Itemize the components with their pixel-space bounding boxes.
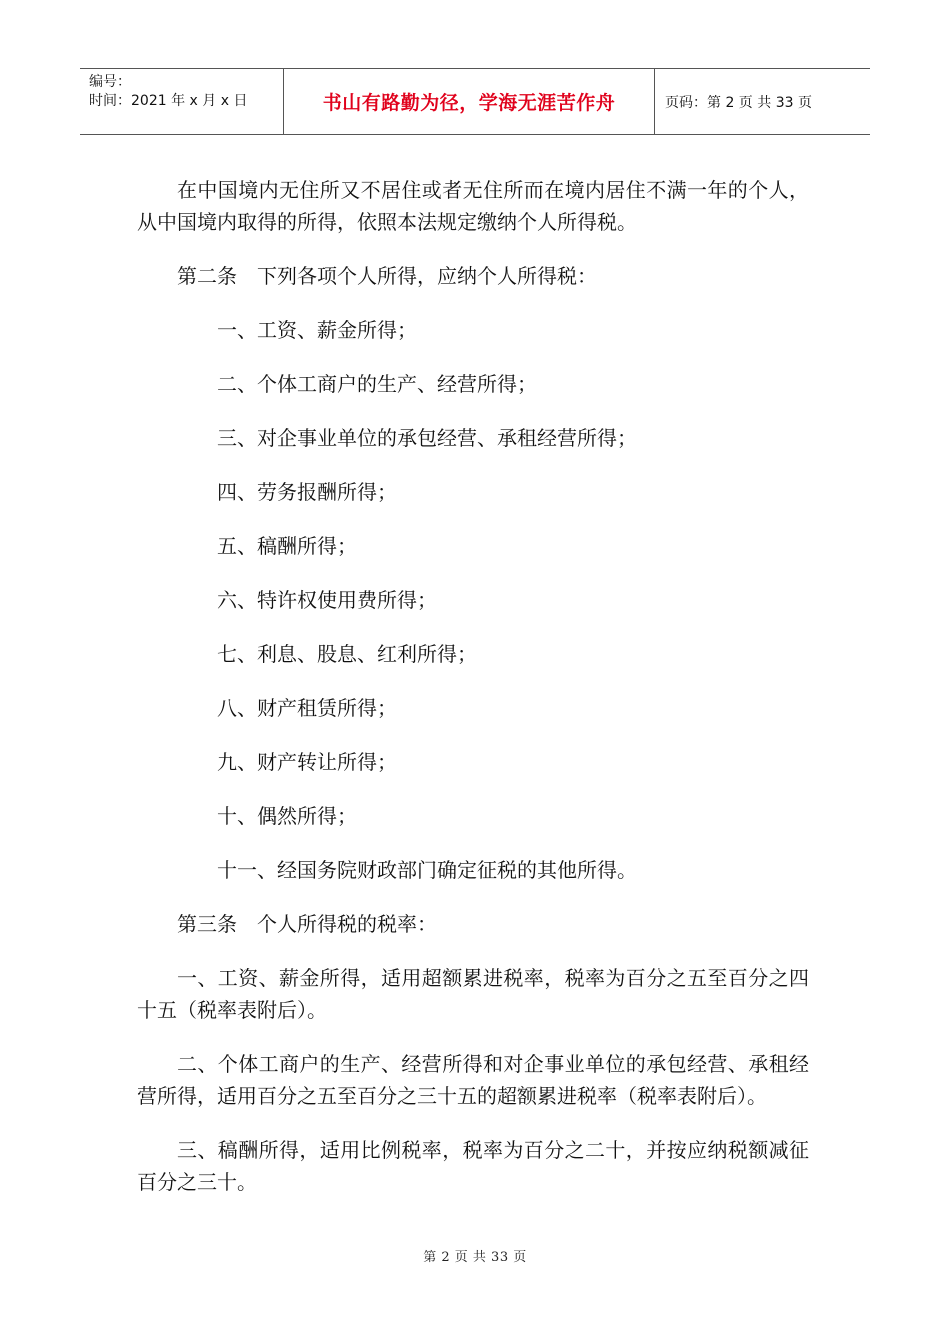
paragraph: 二、个体工商户的生产、经营所得和对企事业单位的承包经营、承租经营所得，适用百分之五至百分之三十五的超额累进税率（税率表附后）。 — [137, 1052, 809, 1108]
document-body — [137, 174, 809, 1220]
list-item: 二、个体工商户的生产、经营所得； — [217, 372, 537, 396]
page-header — [80, 68, 870, 135]
paragraph: 一、工资、薪金所得，适用超额累进税率，税率为百分之五至百分之四十五（税率表附后）。 — [137, 966, 809, 1022]
list-item: 一、工资、薪金所得； — [217, 318, 417, 342]
article-heading: 第二条 下列各项个人所得，应纳个人所得税： — [177, 264, 597, 288]
paragraph: 在中国境内无住所又不居住或者无住所而在境内居住不满一年的个人，从中国境内取得的所得，依照本法规定缴纳个人所得税。 — [137, 178, 809, 234]
list-item: 十一、经国务院财政部门确定征税的其他所得。 — [217, 858, 637, 882]
list-item: 四、劳务报酬所得； — [217, 480, 397, 504]
list-item: 八、财产租赁所得； — [217, 696, 397, 720]
article-heading: 第三条 个人所得税的税率： — [177, 912, 437, 936]
page-footer: 第 2 页 共 33 页 — [423, 1250, 527, 1265]
list-item: 五、稿酬所得； — [217, 534, 357, 558]
list-item: 九、财产转让所得； — [217, 750, 397, 774]
list-item: 六、特许权使用费所得； — [217, 588, 437, 612]
time-label: 时间：2021 年 x 月 x 日 — [89, 93, 248, 109]
header-meta — [80, 69, 283, 134]
paragraph: 三、稿酬所得，适用比例税率，税率为百分之二十，并按应纳税额减征百分之三十。 — [137, 1138, 809, 1194]
list-item: 三、对企事业单位的承包经营、承租经营所得； — [217, 426, 637, 450]
list-item: 十、偶然所得； — [217, 804, 357, 828]
header-motto: 书山有路勤为径，学海无涯苦作舟 — [283, 69, 655, 134]
header-page-info: 页码：第 2 页 共 33 页 — [665, 94, 812, 111]
number-label: 编号： — [89, 74, 131, 90]
list-item: 七、利息、股息、红利所得； — [217, 642, 477, 666]
